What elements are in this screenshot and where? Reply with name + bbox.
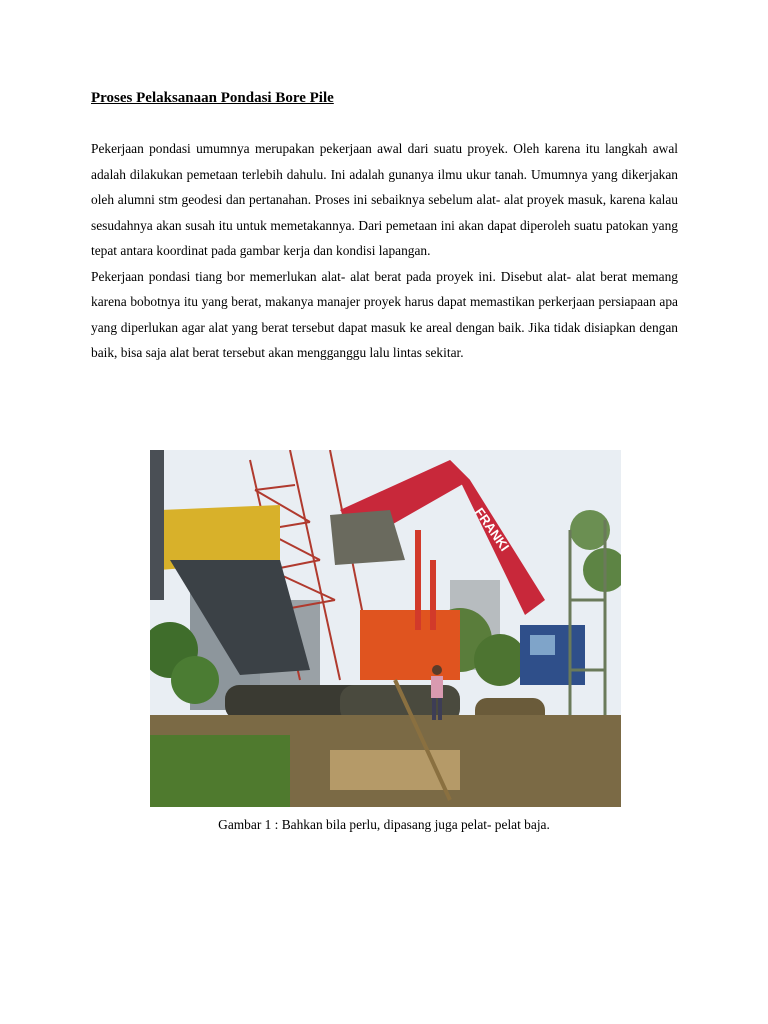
boom-lettering: FRANKI	[471, 504, 513, 554]
construction-photo	[150, 450, 621, 807]
construction-site-illustration	[150, 450, 621, 807]
page-title: Proses Pelaksanaan Pondasi Bore Pile	[91, 90, 334, 106]
body-text	[91, 136, 678, 366]
paragraph-2: Pekerjaan pondasi tiang bor memerlukan alat- alat berat pada proyek ini. Disebut alat- alat berat memang karena bobotnya itu yang berat, makanya manajer proyek harus dapat memastikan perkerjaan persiapaan apa yang diperlukan agar alat yang berat tersebut dapat masuk ke areal dengan baik. Jika tidak disiapkan dengan baik, bisa saja alat berat tersebut akan mengganggu lalu lintas sekitar.	[91, 268, 678, 360]
paragraph-1: Pekerjaan pondasi umumnya merupakan pekerjaan awal dari suatu proyek. Oleh karena itu langkah awal adalah dilakukan pemetaan terlebih dahulu. Ini adalah gunanya ilmu ukur tanah. Umumnya yang dikerjakan oleh alumni stm geodesi dan pertanahan. Proses ini sebaiknya sebelum alat- alat proyek masuk, karena kalau sesudahnya akan susah itu untuk memetakannya. Dari pemetaan ini akan dapat diperoleh suatu patokan yang tepat antara koordinat pada gambar kerja dan kondisi lapangan.	[91, 141, 678, 258]
figure-caption: Gambar 1 : Bahkan bila perlu, dipasang juga pelat- pelat baja.	[218, 817, 550, 832]
